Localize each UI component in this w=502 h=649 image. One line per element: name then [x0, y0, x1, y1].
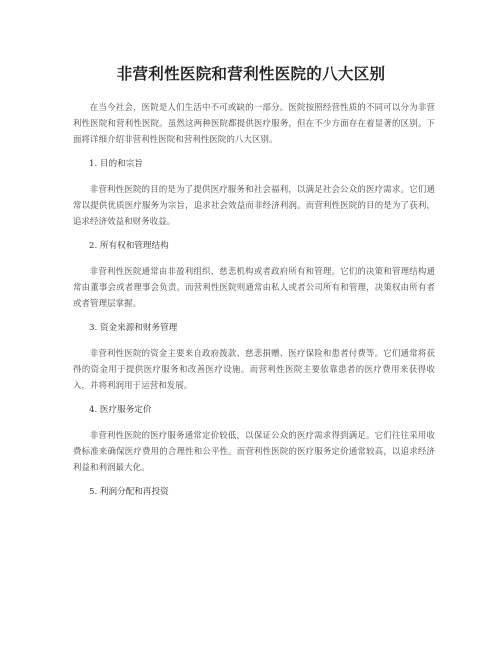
document-title: 非营利性医院和营利性医院的八大区别: [116, 65, 386, 83]
section-heading-5: 5. 利润分配和再投资: [89, 487, 169, 497]
section-body-4: 非营利性医院的医疗服务通常定价较低，以保证公众的医疗需求得到满足。它们往往采用收费标准来确保医疗费用的合理性和公平性。而营利性医院的医疗服务定价通常较高，以追求经济利益和利润最大化。: [73, 430, 435, 472]
section-body-1: 非营利性医院的目的是为了提供医疗服务和社会福利，以满足社会公众的医疗需求。它们通常以提供优质医疗服务为宗旨，追求社会效益而非经济利润。而营利性医院的目的是为了获利，追求经济效益和财务收益。: [73, 184, 435, 226]
document-body: [73, 99, 435, 509]
section-heading-1: 1. 目的和宗旨: [89, 159, 143, 169]
section-body-2: 非营利性医院通常由非盈利组织、慈悲机构或者政府所有和管理。它们的决策和管理结构通常由董事会或者理事会负责。而营利性医院则通常由私人或者公司所有和管理，决策权由所有者或者管理层掌握。: [73, 266, 435, 308]
intro-paragraph: 在当今社会，医院是人们生活中不可或缺的一部分。医院按照经营性质的不同可以分为非营利性医院和营利性医院。虽然这两种医院都提供医疗服务，但在不少方面存在着显著的区别。下面将详细介绍非营利性医院和营利性医院的八大区别。: [73, 102, 435, 144]
section-body-3: 非营利性医院的资金主要来自政府拨款、慈悲捐赠、医疗保险和患者付费等。它们通常将获得的资金用于提供医疗服务和改善医疗设施。而营利性医院主要依靠患者的医疗费用来获得收入，并将利润用于运营和发展。: [73, 348, 435, 390]
section-heading-3: 3. 资金来源和财务管理: [89, 323, 178, 333]
section-heading-2: 2. 所有权和管理结构: [89, 241, 169, 251]
section-heading-4: 4. 医疗服务定价: [89, 405, 152, 415]
